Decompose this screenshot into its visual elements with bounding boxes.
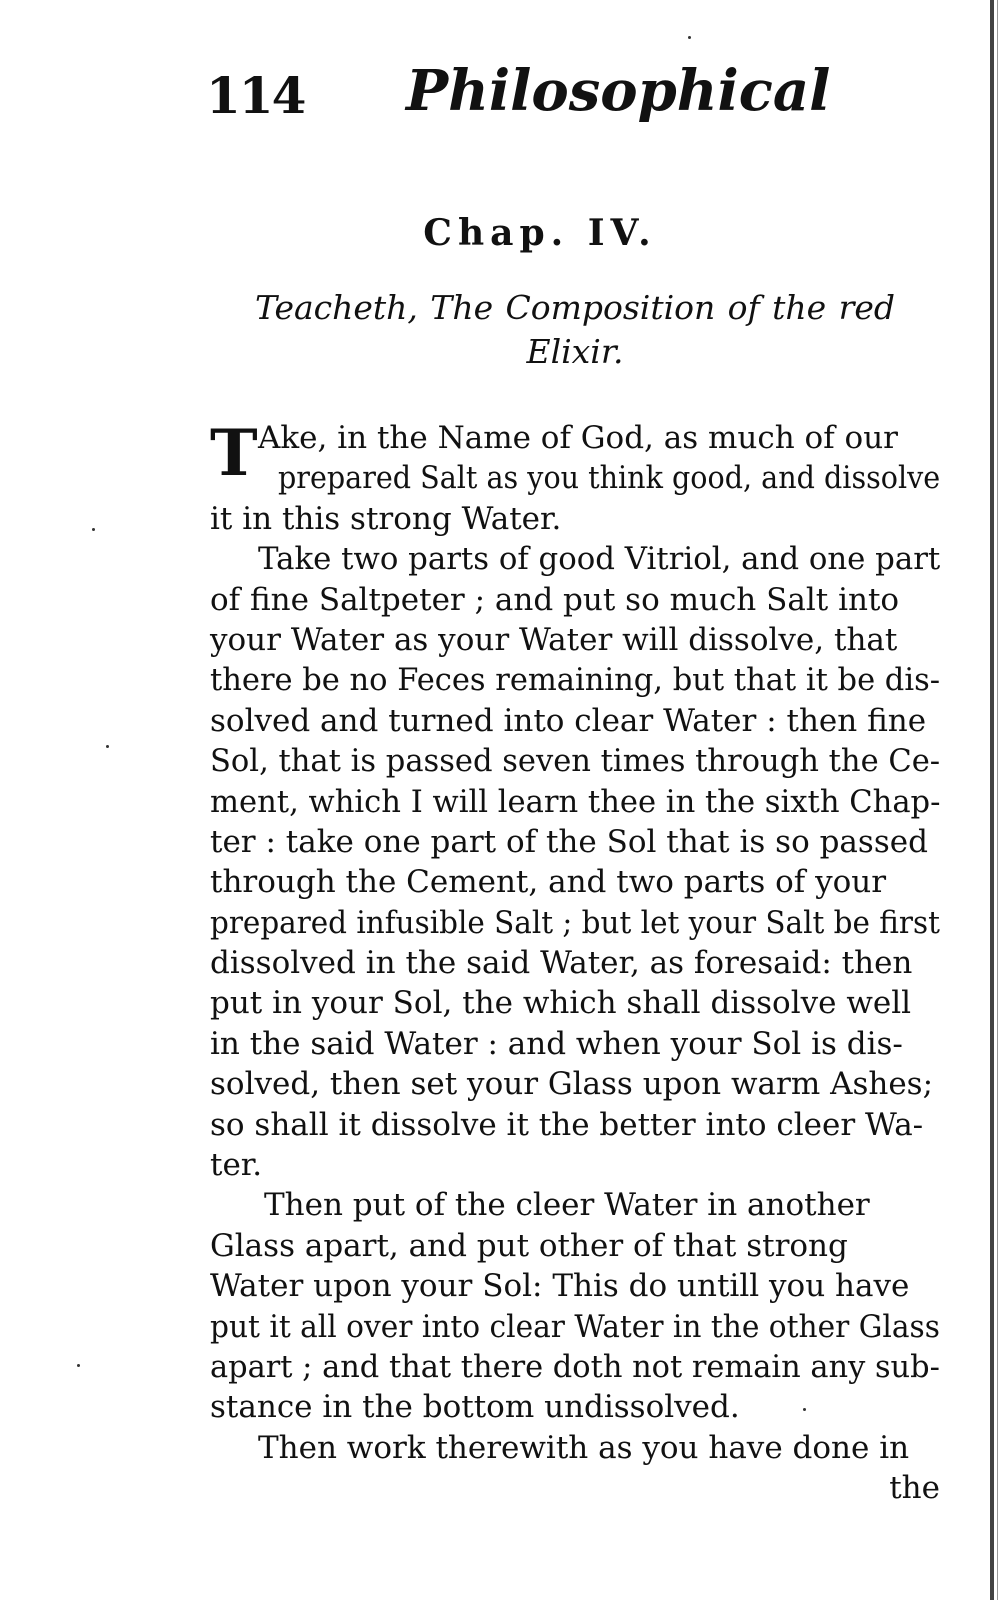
page-header bbox=[206, 58, 831, 138]
line-text: Take two parts of good Vitriol, and one part bbox=[258, 541, 941, 578]
text-line bbox=[210, 499, 940, 539]
text-line bbox=[210, 1145, 940, 1185]
text-line bbox=[210, 1064, 940, 1104]
line-text: your Water as your Water will dissolve, that bbox=[210, 621, 898, 658]
text-line bbox=[210, 1024, 940, 1064]
text-line bbox=[210, 1347, 940, 1387]
line-text: apart ; and that there doth not remain any sub- bbox=[210, 1348, 940, 1385]
line-text: it in this strong Water. bbox=[210, 500, 562, 537]
ink-speck bbox=[77, 1364, 80, 1367]
line-text: solved, then set your Glass upon warm Ashes; bbox=[210, 1066, 934, 1103]
line-text: through the Cement, and two parts of your bbox=[210, 864, 887, 901]
text-line bbox=[210, 1428, 940, 1468]
ink-speck bbox=[688, 36, 691, 39]
text-line bbox=[210, 741, 940, 781]
line-text: so shall it dissolve it the better into cleer Wa- bbox=[210, 1106, 924, 1143]
text-line bbox=[210, 943, 940, 983]
catchword-text: the bbox=[889, 1470, 940, 1507]
line-text: Glass apart, and put other of that strong bbox=[210, 1227, 848, 1264]
line-text: Then work therewith as you have done in bbox=[258, 1429, 910, 1466]
text-line bbox=[210, 1307, 940, 1347]
line-text: ter. bbox=[210, 1147, 263, 1184]
text-line bbox=[210, 983, 940, 1023]
line-text: Ake, in the Name of God, as much of our bbox=[258, 420, 898, 456]
text-line bbox=[210, 1266, 940, 1306]
page-number: 114 bbox=[206, 66, 305, 125]
text-line bbox=[210, 539, 940, 579]
text-line bbox=[210, 1105, 940, 1145]
line-text: of fine Saltpeter ; and put so much Salt into bbox=[210, 581, 900, 618]
text-line bbox=[210, 580, 940, 620]
line-text: Then put of the cleer Water in another bbox=[264, 1187, 870, 1224]
text-line bbox=[210, 1185, 940, 1225]
text-line bbox=[210, 660, 940, 700]
text-line bbox=[210, 1226, 940, 1266]
line-text: solved and turned into clear Water : then fine bbox=[210, 702, 927, 739]
line-text: prepared Salt as you think good, and dissolve bbox=[278, 460, 941, 497]
line-text: Water upon your Sol: This do untill you have bbox=[210, 1268, 910, 1305]
ink-speck bbox=[106, 745, 109, 748]
text-line bbox=[210, 1387, 940, 1427]
text-line bbox=[210, 458, 940, 498]
ink-speck bbox=[92, 528, 95, 531]
line-text: stance in the bottom undissolved. bbox=[210, 1389, 740, 1426]
line-text: put in your Sol, the which shall dissolve well bbox=[210, 985, 912, 1022]
chapter-subtitle bbox=[255, 286, 895, 374]
body-text bbox=[210, 418, 940, 1509]
line-text: ment, which I will learn thee in the sixth Chap- bbox=[210, 783, 941, 820]
catchword bbox=[210, 1468, 940, 1508]
running-title: Philosophical bbox=[406, 58, 831, 124]
text-line bbox=[210, 701, 940, 741]
chapter-heading: Chap. IV. bbox=[423, 212, 657, 254]
subtitle-line: Elixir. bbox=[526, 332, 624, 371]
text-line bbox=[210, 903, 940, 943]
drop-cap: T bbox=[210, 416, 258, 491]
line-text: ter : take one part of the Sol that is so passed bbox=[210, 823, 928, 860]
text-line bbox=[210, 620, 940, 660]
text-line bbox=[210, 862, 940, 902]
text-line bbox=[210, 822, 940, 862]
line-text: Sol, that is passed seven times through the Ce- bbox=[210, 743, 941, 780]
text-line bbox=[210, 782, 940, 822]
line-text: in the said Water : and when your Sol is dis- bbox=[210, 1025, 903, 1062]
line-text: prepared infusible Salt ; but let your Salt be first bbox=[210, 904, 940, 941]
line-text: dissolved in the said Water, as foresaid: then bbox=[210, 945, 913, 982]
line-text: put it all over into clear Water in the other Glass bbox=[210, 1308, 940, 1345]
subtitle-line: Teacheth, The Composition of the red bbox=[255, 288, 895, 327]
line-text: there be no Feces remaining, but that it be dis- bbox=[210, 662, 941, 699]
